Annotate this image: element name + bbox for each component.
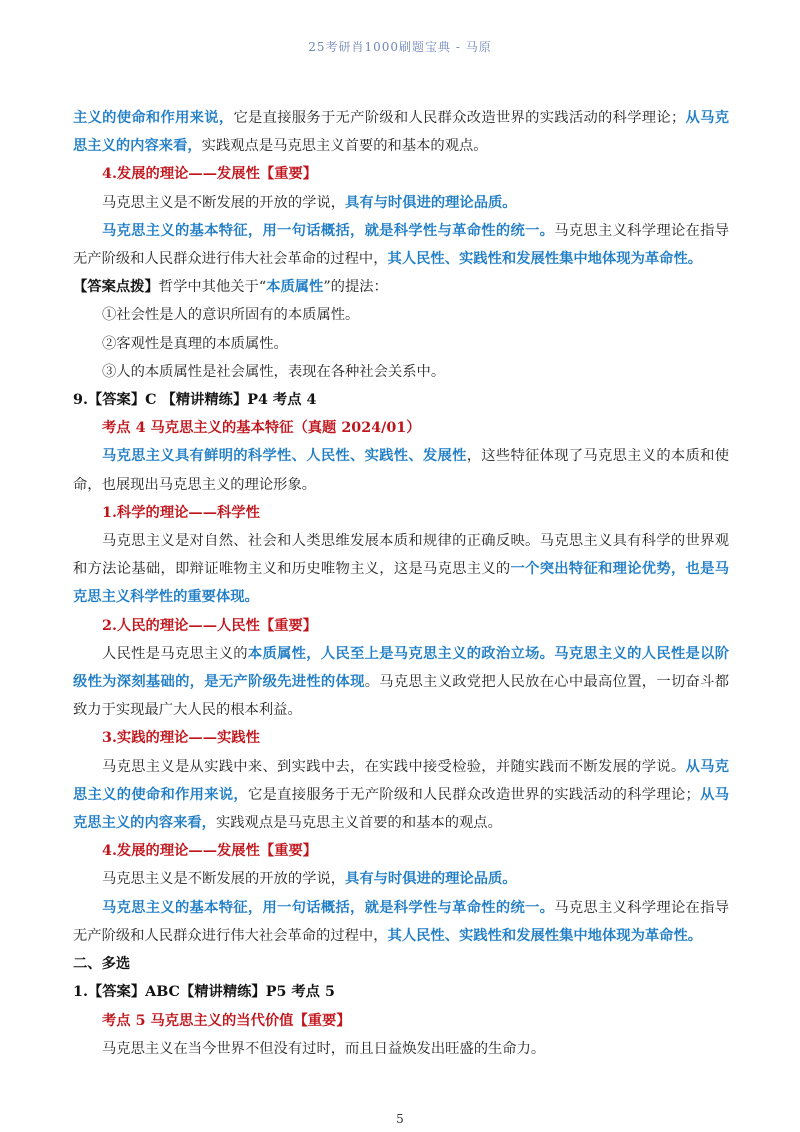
highlighted-text: 主义的使命和作用来说， <box>73 110 234 126</box>
highlighted-text: 从马克思主义的内容来看， <box>73 110 730 155</box>
text-segment: 马克思主义科学理论在指导无产阶级和人民群众进行伟大社会革命的过程中， <box>73 899 729 944</box>
section-heading: 考点 5 马克思主义的当代价值【重要】 <box>102 1012 351 1029</box>
paragraph <box>73 442 729 498</box>
highlighted-text: 马克思主义的基本特征，用一句话概括，就是科学性与革命性的统一。 <box>102 899 555 916</box>
highlighted-text: 从马克思主义的内容来看， <box>73 786 730 832</box>
highlighted-text: 马克思主义的基本特征，用一句话概括，就是科学性与革命性的统一。 <box>102 222 555 239</box>
text-segment: 马克思主义是从实践中来、到实践中去，在实践中接受检验，并随实践而不断发展的学说。 <box>102 758 686 775</box>
highlighted-text: 本质属性，人民至上是马克思主义的政治立场。马克思主义的人民性是以阶级性为深刻基础的，是无产阶级先进性的体现 <box>73 645 730 691</box>
paragraph <box>73 753 729 838</box>
section-heading: 2.人民的理论——人民性【重要】 <box>102 617 318 634</box>
section-heading: 4.发展的理论——发展性【重要】 <box>102 843 318 860</box>
bold-label: 二、多选 <box>73 956 131 973</box>
paragraph <box>73 189 729 217</box>
paragraph <box>73 1007 729 1035</box>
text-segment: 它是直接服务于无产阶级和人民群众改造世界的实践活动的科学理论； <box>248 786 700 803</box>
paragraph <box>73 527 729 612</box>
text-segment: ①社会性是人的意识所固有的本质属性。 <box>102 307 360 324</box>
paragraph <box>73 386 729 414</box>
text-segment: ③人的本质属性是社会属性，表现在各种社会关系中。 <box>102 363 446 380</box>
text-segment: 马克思主义在当今世界不但没有过时，而且日益焕发出旺盛的生命力。 <box>102 1040 546 1057</box>
paragraph <box>73 301 729 329</box>
section-heading: 4.发展的理论——发展性【重要】 <box>102 166 318 183</box>
bold-label: 9.【答案】C 【精讲精练】P4 考点 4 <box>73 392 317 409</box>
paragraph <box>73 894 729 950</box>
section-heading: 考点 4 马克思主义的基本特征（真题 2024/01） <box>102 420 421 437</box>
paragraph <box>73 273 729 301</box>
paragraph <box>73 865 729 893</box>
text-segment: 实践观点是马克思主义首要的和基本的观点。 <box>201 138 488 155</box>
paragraph <box>73 358 729 386</box>
paragraph <box>73 612 729 640</box>
paragraph <box>73 1035 729 1063</box>
text-segment: 。马克思主义政党把人民放在心中最高位置，一切奋斗都致力于实现最广大人民的根本利益。 <box>73 674 730 719</box>
paragraph <box>73 104 729 160</box>
highlighted-text: 具有与时俱进的理论品质。 <box>345 871 517 888</box>
paragraph <box>73 724 729 752</box>
section-heading: 3.实践的理论——实践性 <box>102 730 260 747</box>
paragraph <box>73 640 729 725</box>
text-segment: ”的提法： <box>323 279 388 296</box>
highlighted-text: 其人民性、实践性和发展性集中地体现为革命性。 <box>387 927 703 944</box>
paragraph <box>73 837 729 865</box>
highlighted-text: 具有与时俱进的理论品质。 <box>345 194 517 211</box>
paragraph <box>73 414 729 442</box>
text-segment: ②客观性是真理的本质属性。 <box>102 335 288 352</box>
highlighted-text: 本质属性 <box>266 279 324 296</box>
highlighted-text: 其人民性、实践性和发展性集中地体现为革命性。 <box>387 251 703 268</box>
paragraph <box>73 978 729 1006</box>
text-segment: ，这些特征体现了马克思主义的本质和使命，也展现出马克思主义的理论形象。 <box>73 448 729 493</box>
text-segment: 哲学中其他关于“ <box>158 279 267 296</box>
running-header: 25考研肖1000刷题宝典 - 马原 <box>308 40 492 54</box>
text-segment: 马克思主义是对自然、社会和人类思维发展本质和规律的正确反映。马克思主义具有科学的世界观和方法论基础，即辩证唯物主义和历史唯物主义，这是马克思主义的 <box>73 533 729 578</box>
bold-label: 1.【答案】ABC【精讲精练】P5 考点 5 <box>73 984 335 1001</box>
highlighted-text: 一个突出特征和理论优势，也是马克思主义科学性的重要体现。 <box>73 561 730 606</box>
highlighted-text: 从马克思主义的使命和作用来说， <box>73 758 730 803</box>
section-heading: 1.科学的理论——科学性 <box>102 504 260 521</box>
text-segment: 实践观点是马克思主义首要的和基本的观点。 <box>215 815 502 832</box>
paragraph <box>73 330 729 358</box>
text-segment: 马克思主义科学理论在指导无产阶级和人民群众进行伟大社会革命的过程中， <box>73 222 729 268</box>
text-segment: 它是直接服务于无产阶级和人民群众改造世界的实践活动的科学理论； <box>233 110 686 126</box>
highlighted-text: 马克思主义具有鲜明的科学性、人民性、实践性、发展性 <box>102 448 467 465</box>
text-segment: 马克思主义是不断发展的开放的学说， <box>102 871 346 888</box>
text-segment: 马克思主义是不断发展的开放的学说， <box>102 194 346 211</box>
bold-label: 【答案点拨】 <box>73 279 159 296</box>
paragraph <box>73 217 729 273</box>
paragraph <box>73 160 729 188</box>
page-number: 5 <box>396 1112 404 1126</box>
paragraph <box>73 950 729 978</box>
document-body <box>73 104 729 1063</box>
text-segment: 人民性是马克思主义的 <box>102 645 248 662</box>
paragraph <box>73 499 729 527</box>
